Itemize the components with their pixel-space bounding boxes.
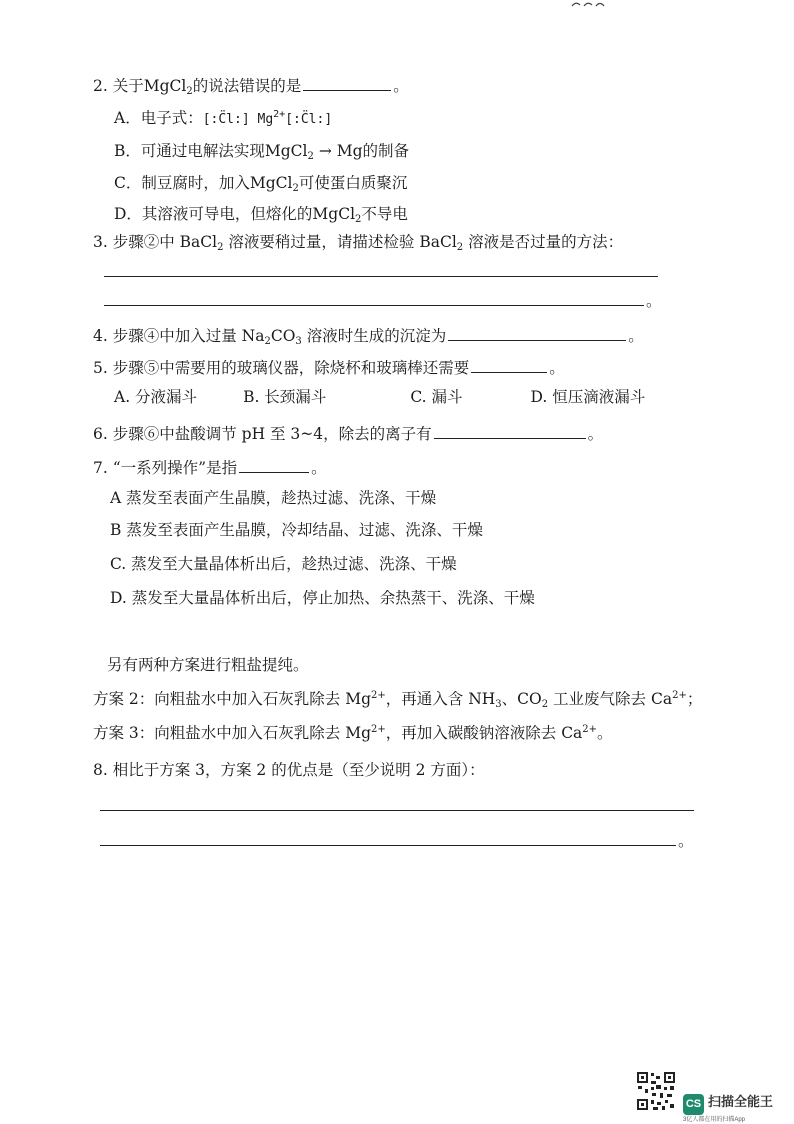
camscanner-name: 扫描全能王 <box>708 1094 774 1109</box>
q5-option-c: C. 漏斗 <box>410 388 463 406</box>
q4-stem: 4. 步骤④中加入过量 $Na_2CO_3$ 溶液时生成的沉淀为 。 <box>93 324 644 346</box>
q8-answer-line-2[interactable] <box>100 845 676 846</box>
q6-stem: 6. 步骤⑥中盐酸调节 pH 至 3~4，除去的离子有 。 <box>93 422 603 444</box>
q3-end-period: 。 <box>646 292 662 310</box>
camscanner-logo-icon: CS <box>683 1094 704 1115</box>
electron-formula: [:C̈l:] $Mg^{2+}[:C̈l:]$ <box>202 109 333 127</box>
q2-stem: 2. 关于MgCl$_2$的说法错误的是 。 <box>93 74 409 96</box>
q8-end-period: 。 <box>678 832 694 850</box>
q3-stem: 3. 步骤②中 BaCl$_2$ 溶液要稍过量，请描述检验 BaCl$_2$ 溶液是否过量的方法： <box>93 233 624 253</box>
q8-stem: 8. 相比于方案 3，方案 2 的优点是（至少说明 2 方面）： <box>93 761 485 779</box>
q5-answer-blank[interactable] <box>471 356 547 373</box>
q7-answer-blank[interactable] <box>239 456 309 473</box>
q7-option-b: B 蒸发至表面产生晶膜，冷却结晶、过滤、洗涤、干燥 <box>110 521 483 539</box>
q2-option-a: A．电子式：[:C̈l:] $Mg^{2+}[:C̈l:]$ <box>114 109 333 127</box>
alternative-plans-intro: 另有两种方案进行粗盐提纯。 <box>107 656 309 674</box>
q3-answer-line-1[interactable] <box>104 276 658 277</box>
plan-3: 方案 3：向粗盐水中加入石灰乳除去 $Mg^{2+}$，再加入碳酸钠溶液除去 $Ca^{2+}$。 <box>93 724 613 742</box>
q2-option-c: C．制豆腐时，加入MgCl$_2$可使蛋白质聚沉 <box>114 174 408 194</box>
q5-option-b: B. 长颈漏斗 <box>243 388 327 406</box>
q8-answer-line-1[interactable] <box>100 810 694 811</box>
qr-code-icon <box>636 1071 676 1111</box>
scan-artifact-mark <box>570 0 610 8</box>
q4-answer-blank[interactable] <box>448 324 626 341</box>
q7-option-c: C. 蒸发至大量晶体析出后，趁热过滤、洗涤、干燥 <box>110 555 457 573</box>
q6-answer-blank[interactable] <box>434 422 586 439</box>
q5-option-d: D. 恒压滴液漏斗 <box>530 388 646 406</box>
q5-option-a: A. 分液漏斗 <box>114 388 198 406</box>
camscanner-tagline: 3亿人都在用的扫描App <box>683 1117 746 1123</box>
q7-option-a: A 蒸发至表面产生晶膜，趁热过滤、洗涤、干燥 <box>110 489 437 507</box>
plan-2: 方案 2：向粗盐水中加入石灰乳除去 $Mg^{2+}$，再通入含 $NH_3$、$CO_2$ 工业废气除去 $Ca^{2+}$； <box>93 690 703 710</box>
q5-options <box>114 387 645 407</box>
q2-answer-blank[interactable] <box>303 74 391 91</box>
q2-option-d: D．其溶液可导电，但熔化的MgCl$_2$不导电 <box>114 205 408 225</box>
q7-stem: 7. “一系列操作”是指 。 <box>93 456 327 478</box>
q2-option-b: B．可通过电解法实现MgCl$_2$ → Mg的制备 <box>114 142 410 162</box>
q5-stem: 5. 步骤⑤中需要用的玻璃仪器，除烧杯和玻璃棒还需要 。 <box>93 356 565 378</box>
q3-answer-line-2[interactable] <box>104 305 644 306</box>
q7-option-d: D. 蒸发至大量晶体析出后，停止加热、余热蒸干、洗涤、干燥 <box>110 589 535 607</box>
